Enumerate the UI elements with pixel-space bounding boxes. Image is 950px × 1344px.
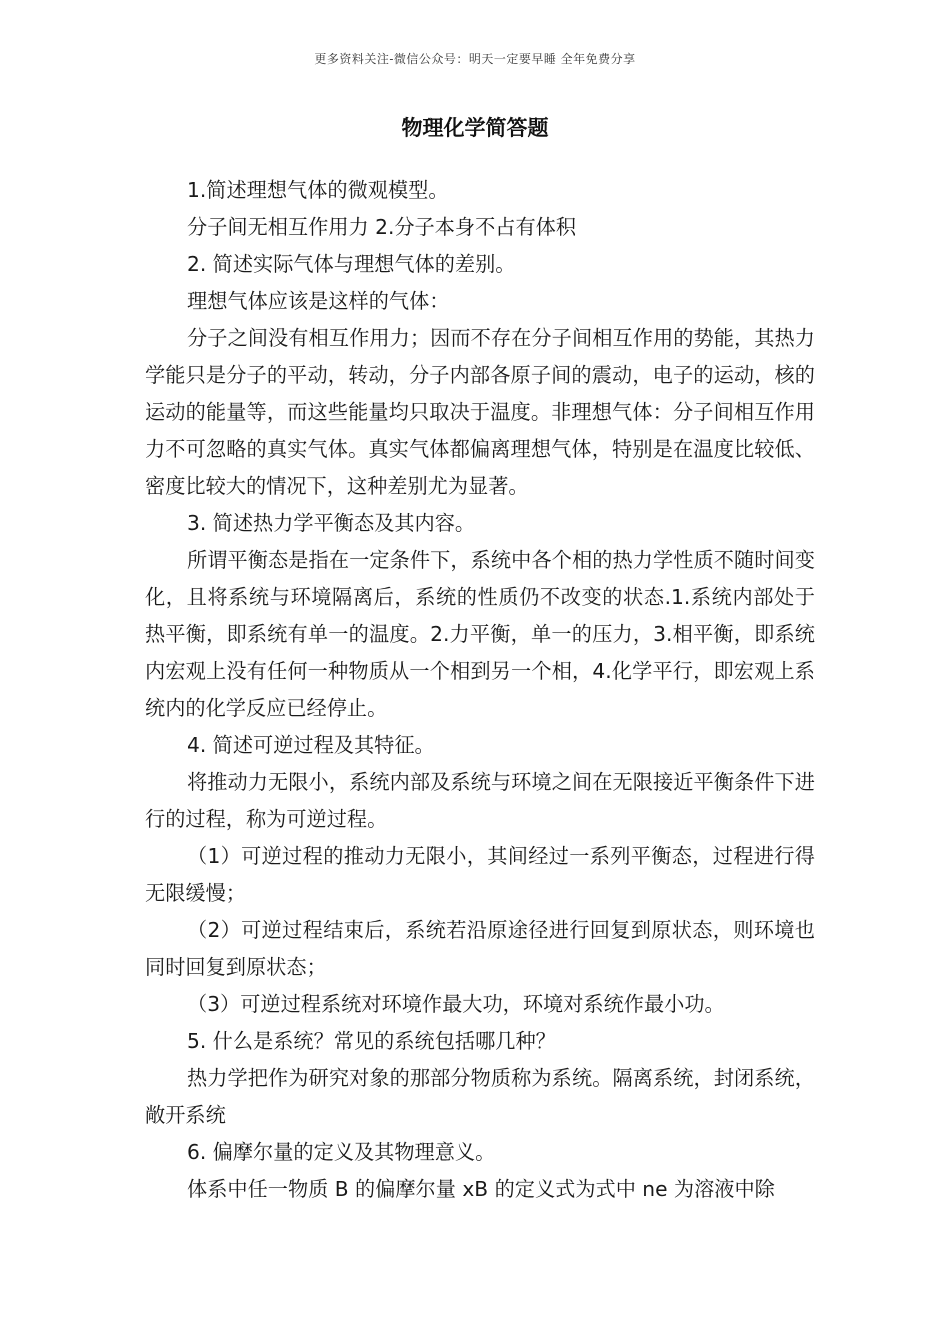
answer-4-point-3: （3）可逆过程系统对环境作最大功，环境对系统作最小功。 bbox=[187, 992, 725, 1016]
answer-2-intro: 理想气体应该是这样的气体： bbox=[187, 289, 450, 313]
document-body bbox=[145, 172, 815, 1208]
answer-5: 热力学把作为研究对象的那部分物质称为系统。隔离系统，封闭系统，敞开系统 bbox=[145, 1066, 815, 1127]
answer-1: 分子间无相互作用力 2.分子本身不占有体积 bbox=[187, 215, 577, 239]
question-4: 4. 简述可逆过程及其特征。 bbox=[187, 733, 435, 757]
document-title: 物理化学简答题 bbox=[401, 116, 549, 140]
answer-4-definition: 将推动力无限小，系统内部及系统与环境之间在无限接近平衡条件下进行的过程，称为可逆过程。 bbox=[145, 770, 815, 831]
question-3: 3. 简述热力学平衡态及其内容。 bbox=[187, 511, 476, 535]
question-5: 5. 什么是系统？常见的系统包括哪几种？ bbox=[187, 1029, 556, 1053]
answer-6: 体系中任一物质 B 的偏摩尔量 xB 的定义式为式中 ne 为溶液中除 bbox=[187, 1177, 775, 1201]
question-2: 2. 简述实际气体与理想气体的差别。 bbox=[187, 252, 516, 276]
answer-2-body: 分子之间没有相互作用力；因而不存在分子间相互作用的势能，其热力学能只是分子的平动，转动，分子内部各原子间的震动，电子的运动，核的运动的能量等，而这些能量均只取决于温度。非理想气体：分子间相互作用力不可忽略的真实气体。真实气体都偏离理想气体，特别是在温度比较低、密度比较大的情况下，这种差别尤为显著。 bbox=[145, 326, 815, 498]
header-note: 更多资料关注-微信公众号：明天一定要早睡 全年免费分享 bbox=[314, 52, 636, 66]
answer-3: 所谓平衡态是指在一定条件下，系统中各个相的热力学性质不随时间变化，且将系统与环境隔离后，系统的性质仍不改变的状态.1.系统内部处于热平衡，即系统有单一的温度。2.力平衡，单一的压力，3.相平衡，即系统内宏观上没有任何一种物质从一个相到另一个相，4.化学平行，即宏观上系统内的化学反应已经停止。 bbox=[145, 548, 815, 720]
answer-4-point-2: （2）可逆过程结束后，系统若沿原途径进行回复到原状态，则环境也同时回复到原状态； bbox=[145, 918, 815, 979]
question-6: 6. 偏摩尔量的定义及其物理意义。 bbox=[187, 1140, 496, 1164]
answer-4-point-1: （1）可逆过程的推动力无限小，其间经过一系列平衡态，过程进行得无限缓慢； bbox=[145, 844, 815, 905]
question-1: 1.简述理想气体的微观模型。 bbox=[187, 178, 449, 202]
